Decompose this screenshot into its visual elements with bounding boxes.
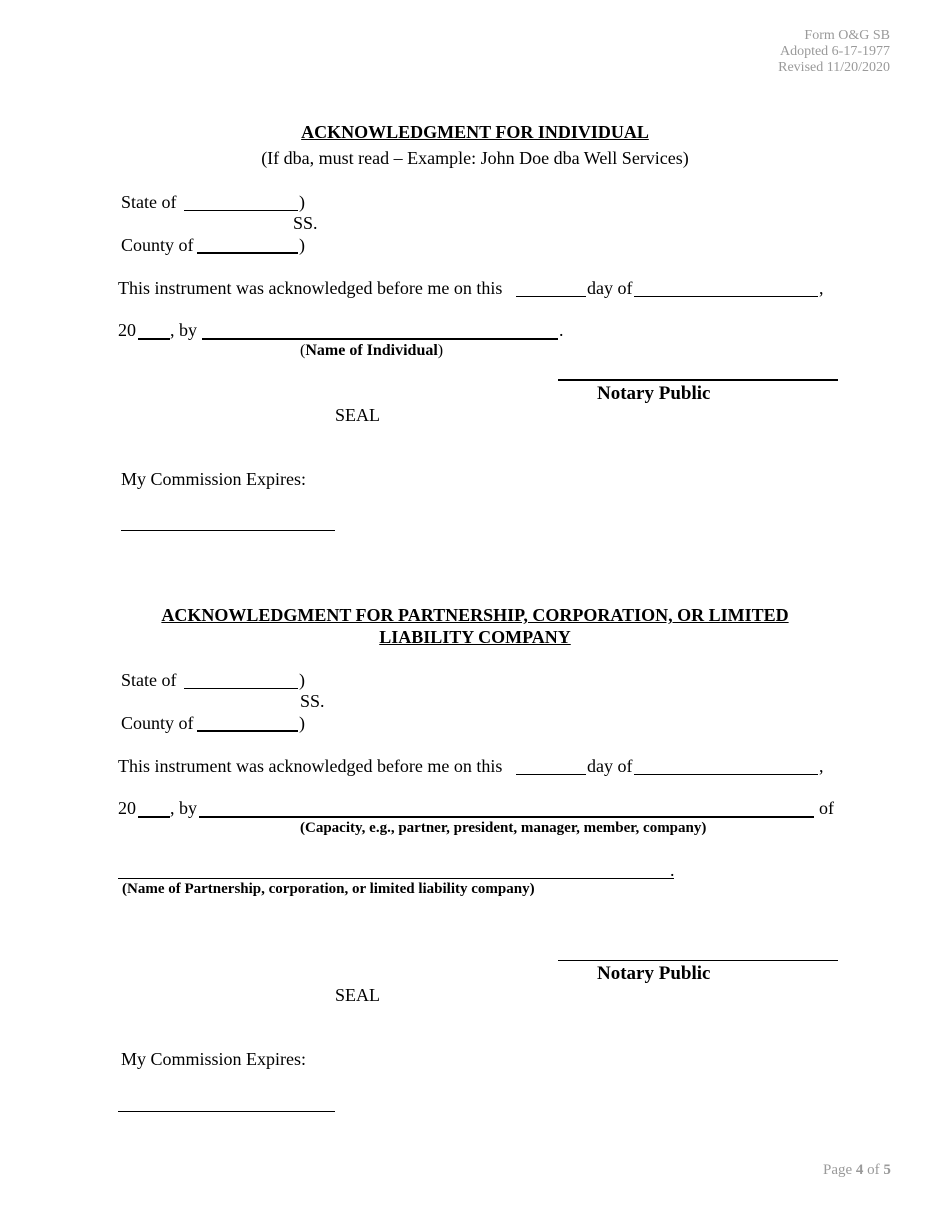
by-label: , by: [170, 798, 197, 818]
name-caption: (Name of Individual): [300, 342, 444, 359]
county-label: County of: [121, 235, 194, 255]
commission-field[interactable]: [121, 530, 335, 531]
month-field[interactable]: [634, 774, 818, 775]
entity-period: .: [670, 860, 675, 880]
revised-date: Revised 11/20/2020: [778, 60, 890, 75]
seal-label: SEAL: [335, 985, 380, 1005]
section1-title: ACKNOWLEDGMENT FOR INDIVIDUAL: [301, 122, 649, 142]
period: .: [559, 320, 564, 340]
section2-title-line2: LIABILITY COMPANY: [379, 627, 571, 647]
state-field[interactable]: [184, 688, 298, 689]
state-field[interactable]: [184, 210, 298, 211]
individual-name-field[interactable]: [202, 338, 558, 340]
adopted-date: Adopted 6-17-1977: [779, 44, 890, 59]
ss-label: SS.: [300, 691, 325, 711]
of-label: of: [819, 798, 834, 818]
instrument-text: This instrument was acknowledged before me on this: [118, 756, 503, 776]
seal-label: SEAL: [335, 405, 380, 425]
notary-public-label: Notary Public: [597, 383, 711, 404]
commission-field[interactable]: [118, 1111, 335, 1112]
day-of-label: day of: [587, 278, 633, 298]
comma: ,: [819, 756, 824, 776]
day-of-label: day of: [587, 756, 633, 776]
capacity-caption: (Capacity, e.g., partner, president, manager, member, company): [300, 820, 707, 836]
comma: ,: [819, 278, 824, 298]
state-paren: ): [299, 670, 305, 690]
commission-label: My Commission Expires:: [121, 469, 307, 489]
day-field[interactable]: [516, 296, 586, 297]
page-number: Page 4 of 5: [823, 1162, 891, 1178]
ss-label: SS.: [293, 213, 318, 233]
month-field[interactable]: [634, 296, 818, 297]
county-field[interactable]: [197, 252, 298, 254]
county-paren: ): [299, 713, 305, 733]
county-field[interactable]: [197, 730, 298, 732]
notary-public-label: Notary Public: [597, 963, 711, 984]
instrument-text: This instrument was acknowledged before me on this: [118, 278, 503, 298]
year-prefix: 20: [118, 798, 136, 818]
entity-caption: (Name of Partnership, corporation, or limited liability company): [122, 881, 535, 897]
entity-name-field[interactable]: [118, 878, 674, 879]
county-label: County of: [121, 713, 194, 733]
section1-subtitle: (If dba, must read – Example: John Doe dba Well Services): [261, 148, 689, 168]
year-prefix: 20: [118, 320, 136, 340]
notary-signature-line[interactable]: [558, 379, 838, 381]
year-field[interactable]: [138, 338, 170, 340]
capacity-field[interactable]: [199, 816, 814, 818]
commission-label: My Commission Expires:: [121, 1049, 307, 1069]
year-field[interactable]: [138, 816, 170, 818]
notary-signature-line[interactable]: [558, 960, 838, 961]
state-paren: ): [299, 192, 305, 212]
day-field[interactable]: [516, 774, 586, 775]
state-label: State of: [121, 670, 177, 690]
county-paren: ): [299, 235, 305, 255]
by-label: , by: [170, 320, 197, 340]
state-label: State of: [121, 192, 177, 212]
section2-title-line1: ACKNOWLEDGMENT FOR PARTNERSHIP, CORPORATION, OR LIMITED: [161, 605, 789, 625]
form-number: Form O&G SB: [804, 28, 890, 43]
